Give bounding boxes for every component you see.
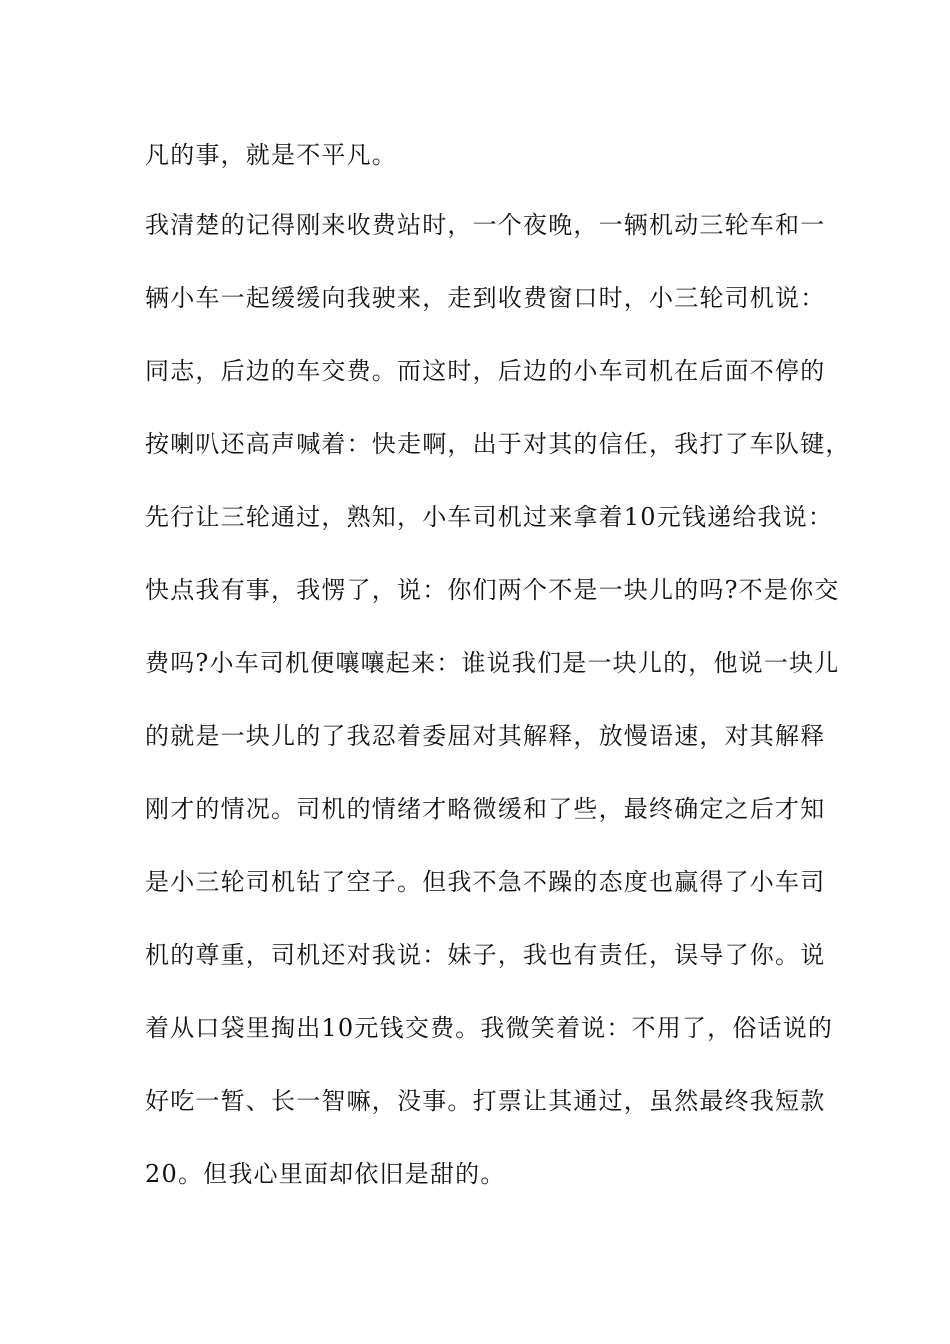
text-line: 是小三轮司机钻了空子。但我不急不躁的态度也赢得了小车司 [145, 868, 826, 896]
text-line: 着从口袋里掏出10元钱交费。我微笑着说：不用了，俗话说的 [145, 1014, 834, 1042]
text-line: 刚才的情况。司机的情绪才略微缓和了些，最终确定之后才知 [145, 795, 826, 823]
text-line: 20。但我心里面却依旧是甜的。 [145, 1160, 506, 1188]
text-line: 费吗?小车司机便嚷嚷起来：谁说我们是一块儿的，他说一块儿 [145, 649, 840, 677]
text-line: 机的尊重，司机还对我说：妹子，我也有责任，误导了你。说 [145, 941, 826, 969]
text-line: 我清楚的记得刚来收费站时，一个夜晚，一辆机动三轮车和一 [145, 211, 826, 239]
text-line: 快点我有事，我愣了，说：你们两个不是一块儿的吗?不是你交 [145, 576, 840, 604]
text-line: 按喇叭还高声喊着：快走啊，出于对其的信任，我打了车队键， [145, 430, 851, 458]
text-line: 凡的事，就是不平凡。 [145, 141, 397, 169]
text-line: 好吃一暂、长一智嘛，没事。打票让其通过，虽然最终我短款 [145, 1087, 826, 1115]
text-line: 的就是一块儿的了我忍着委屈对其解释，放慢语速，对其解释 [145, 722, 826, 750]
text-line: 同志，后边的车交费。而这时，后边的小车司机在后面不停的 [145, 357, 826, 385]
text-line: 先行让三轮通过，熟知，小车司机过来拿着10元钱递给我说： [145, 503, 834, 531]
text-line: 辆小车一起缓缓向我驶来，走到收费窗口时，小三轮司机说： [145, 284, 826, 312]
